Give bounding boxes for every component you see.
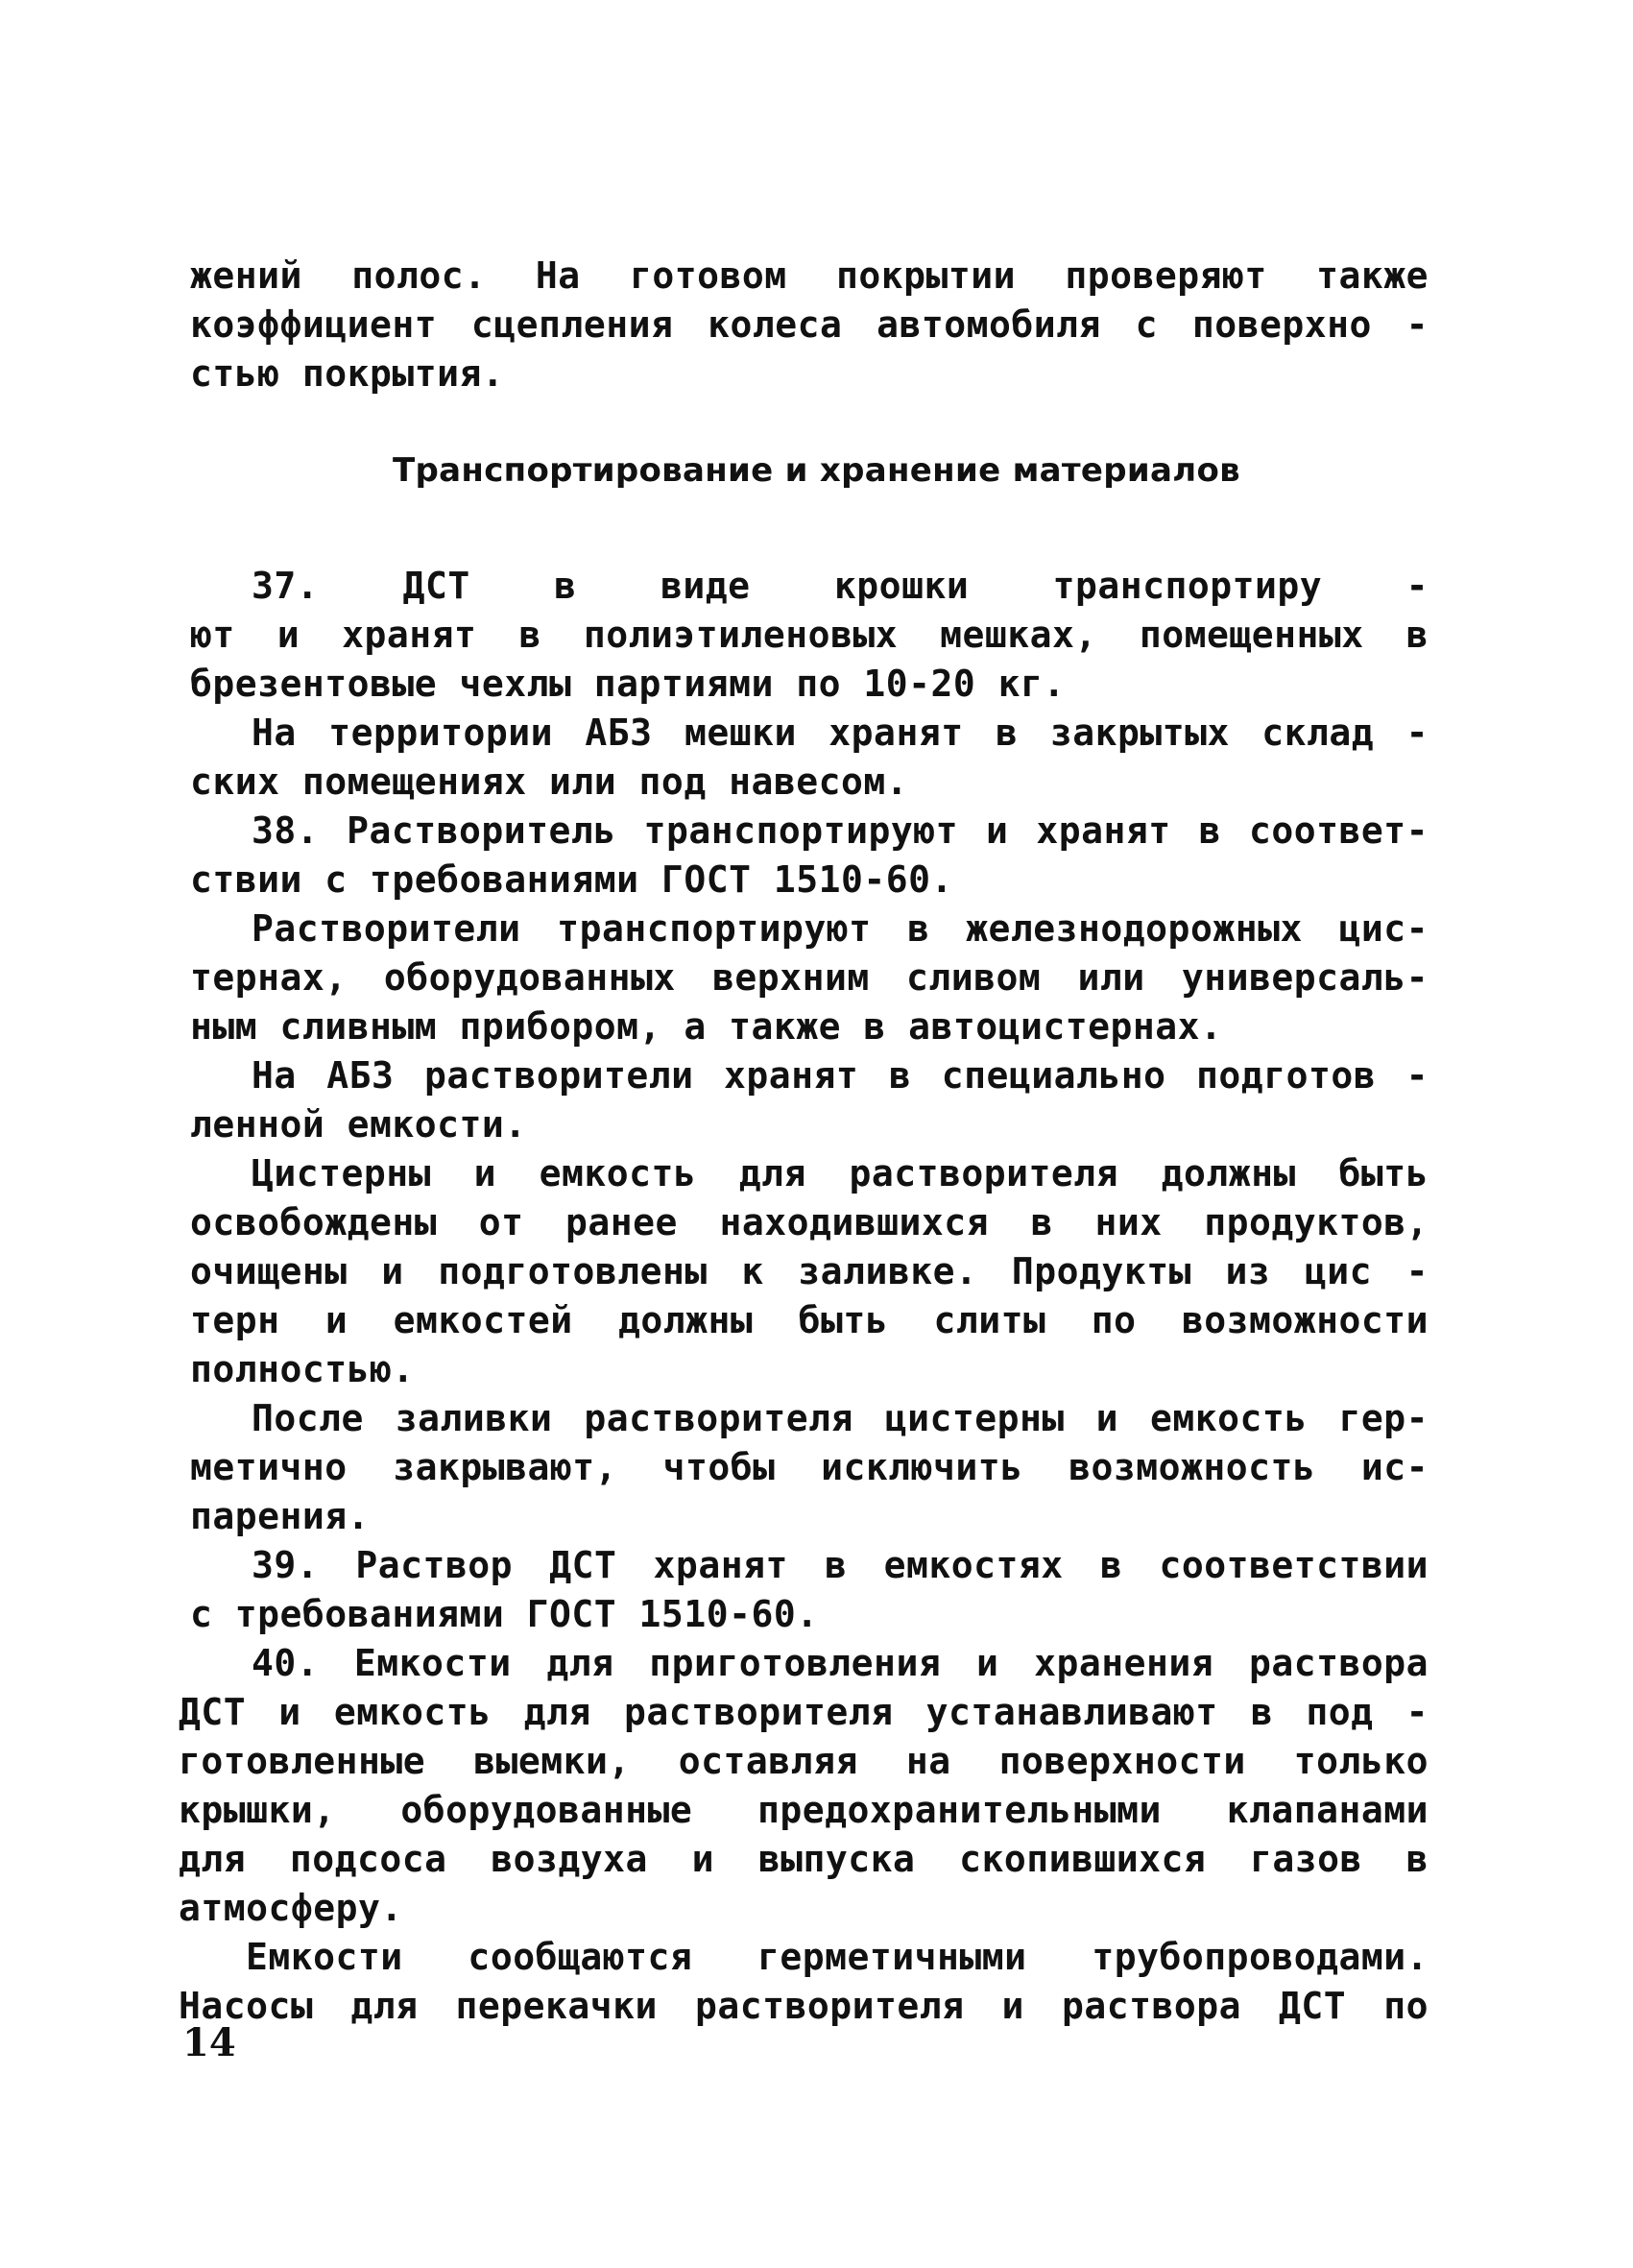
text-line: терн и емкостей должны быть слиты по возможности: [190, 1299, 1429, 1341]
text-line: жений полос. На готовом покрытии проверяют также: [190, 254, 1429, 297]
text-line: полностью.: [190, 1348, 415, 1390]
text-line: стью покрытия.: [190, 352, 505, 395]
text-line: очищены и подготовлены к заливке. Продукты из цис -: [190, 1250, 1429, 1292]
text-line: После заливки растворителя цистерны и емкость гер-: [252, 1397, 1429, 1439]
text-line: ствии с требованиями ГОСТ 1510-60.: [190, 858, 953, 901]
text-line: На территории АБЗ мешки хранят в закрытых склад -: [252, 712, 1429, 754]
paragraph-39-line: 39. Раствор ДСТ хранят в емкостях в соответствии: [252, 1544, 1429, 1586]
text-line: парения.: [190, 1495, 371, 1537]
text-line: На АБЗ растворители хранят в специально подготов -: [252, 1054, 1429, 1097]
text-line: ленной емкости.: [190, 1103, 527, 1146]
text-line: готовленные выемки, оставляя на поверхности только: [179, 1740, 1429, 1782]
paragraph-40-line: 40. Емкости для приготовления и хранения раствора: [252, 1642, 1429, 1684]
text-line: Цистерны и емкость для растворителя должны быть: [252, 1152, 1429, 1194]
text-line: для подсоса воздуха и выпуска скопившихся газов в: [179, 1838, 1429, 1880]
text-line: с требованиями ГОСТ 1510-60.: [190, 1593, 819, 1635]
page-number: 14: [182, 2020, 236, 2065]
text-line: ских помещениях или под навесом.: [190, 760, 909, 803]
text-line: тернах, оборудованных верхним сливом или универсаль-: [190, 956, 1429, 999]
text-line: коэффициент сцепления колеса автомобиля с поверхно -: [190, 303, 1429, 346]
paragraph-37-line: 37. ДСТ в виде крошки транспортиру -: [252, 565, 1429, 607]
text-line: ДСТ и емкость для растворителя устанавливают в под -: [179, 1691, 1429, 1733]
paragraph-38-line: 38. Растворитель транспортируют и хранят в соответ-: [252, 809, 1429, 852]
text-line: Емкости сообщаются герметичными трубопроводами.: [246, 1936, 1429, 1978]
section-heading: Транспортирование и хранение материалов: [393, 451, 1240, 490]
text-line: ют и хранят в полиэтиленовых мешках, помещенных в: [190, 614, 1429, 656]
text-line: брезентовые чехлы партиями по 10-20 кг.: [190, 663, 1066, 705]
text-line: метично закрывают, чтобы исключить возможность ис-: [190, 1446, 1429, 1488]
text-line: атмосферу.: [179, 1887, 403, 1929]
text-line: Насосы для перекачки растворителя и раствора ДСТ по: [179, 1985, 1429, 2027]
text-line: освобождены от ранее находившихся в них продуктов,: [190, 1201, 1429, 1243]
text-line: крышки, оборудованные предохранительными клапанами: [179, 1789, 1429, 1831]
text-line: Растворители транспортируют в железнодорожных цис-: [252, 907, 1429, 950]
text-line: ным сливным прибором, а также в автоцистернах.: [190, 1005, 1223, 1048]
